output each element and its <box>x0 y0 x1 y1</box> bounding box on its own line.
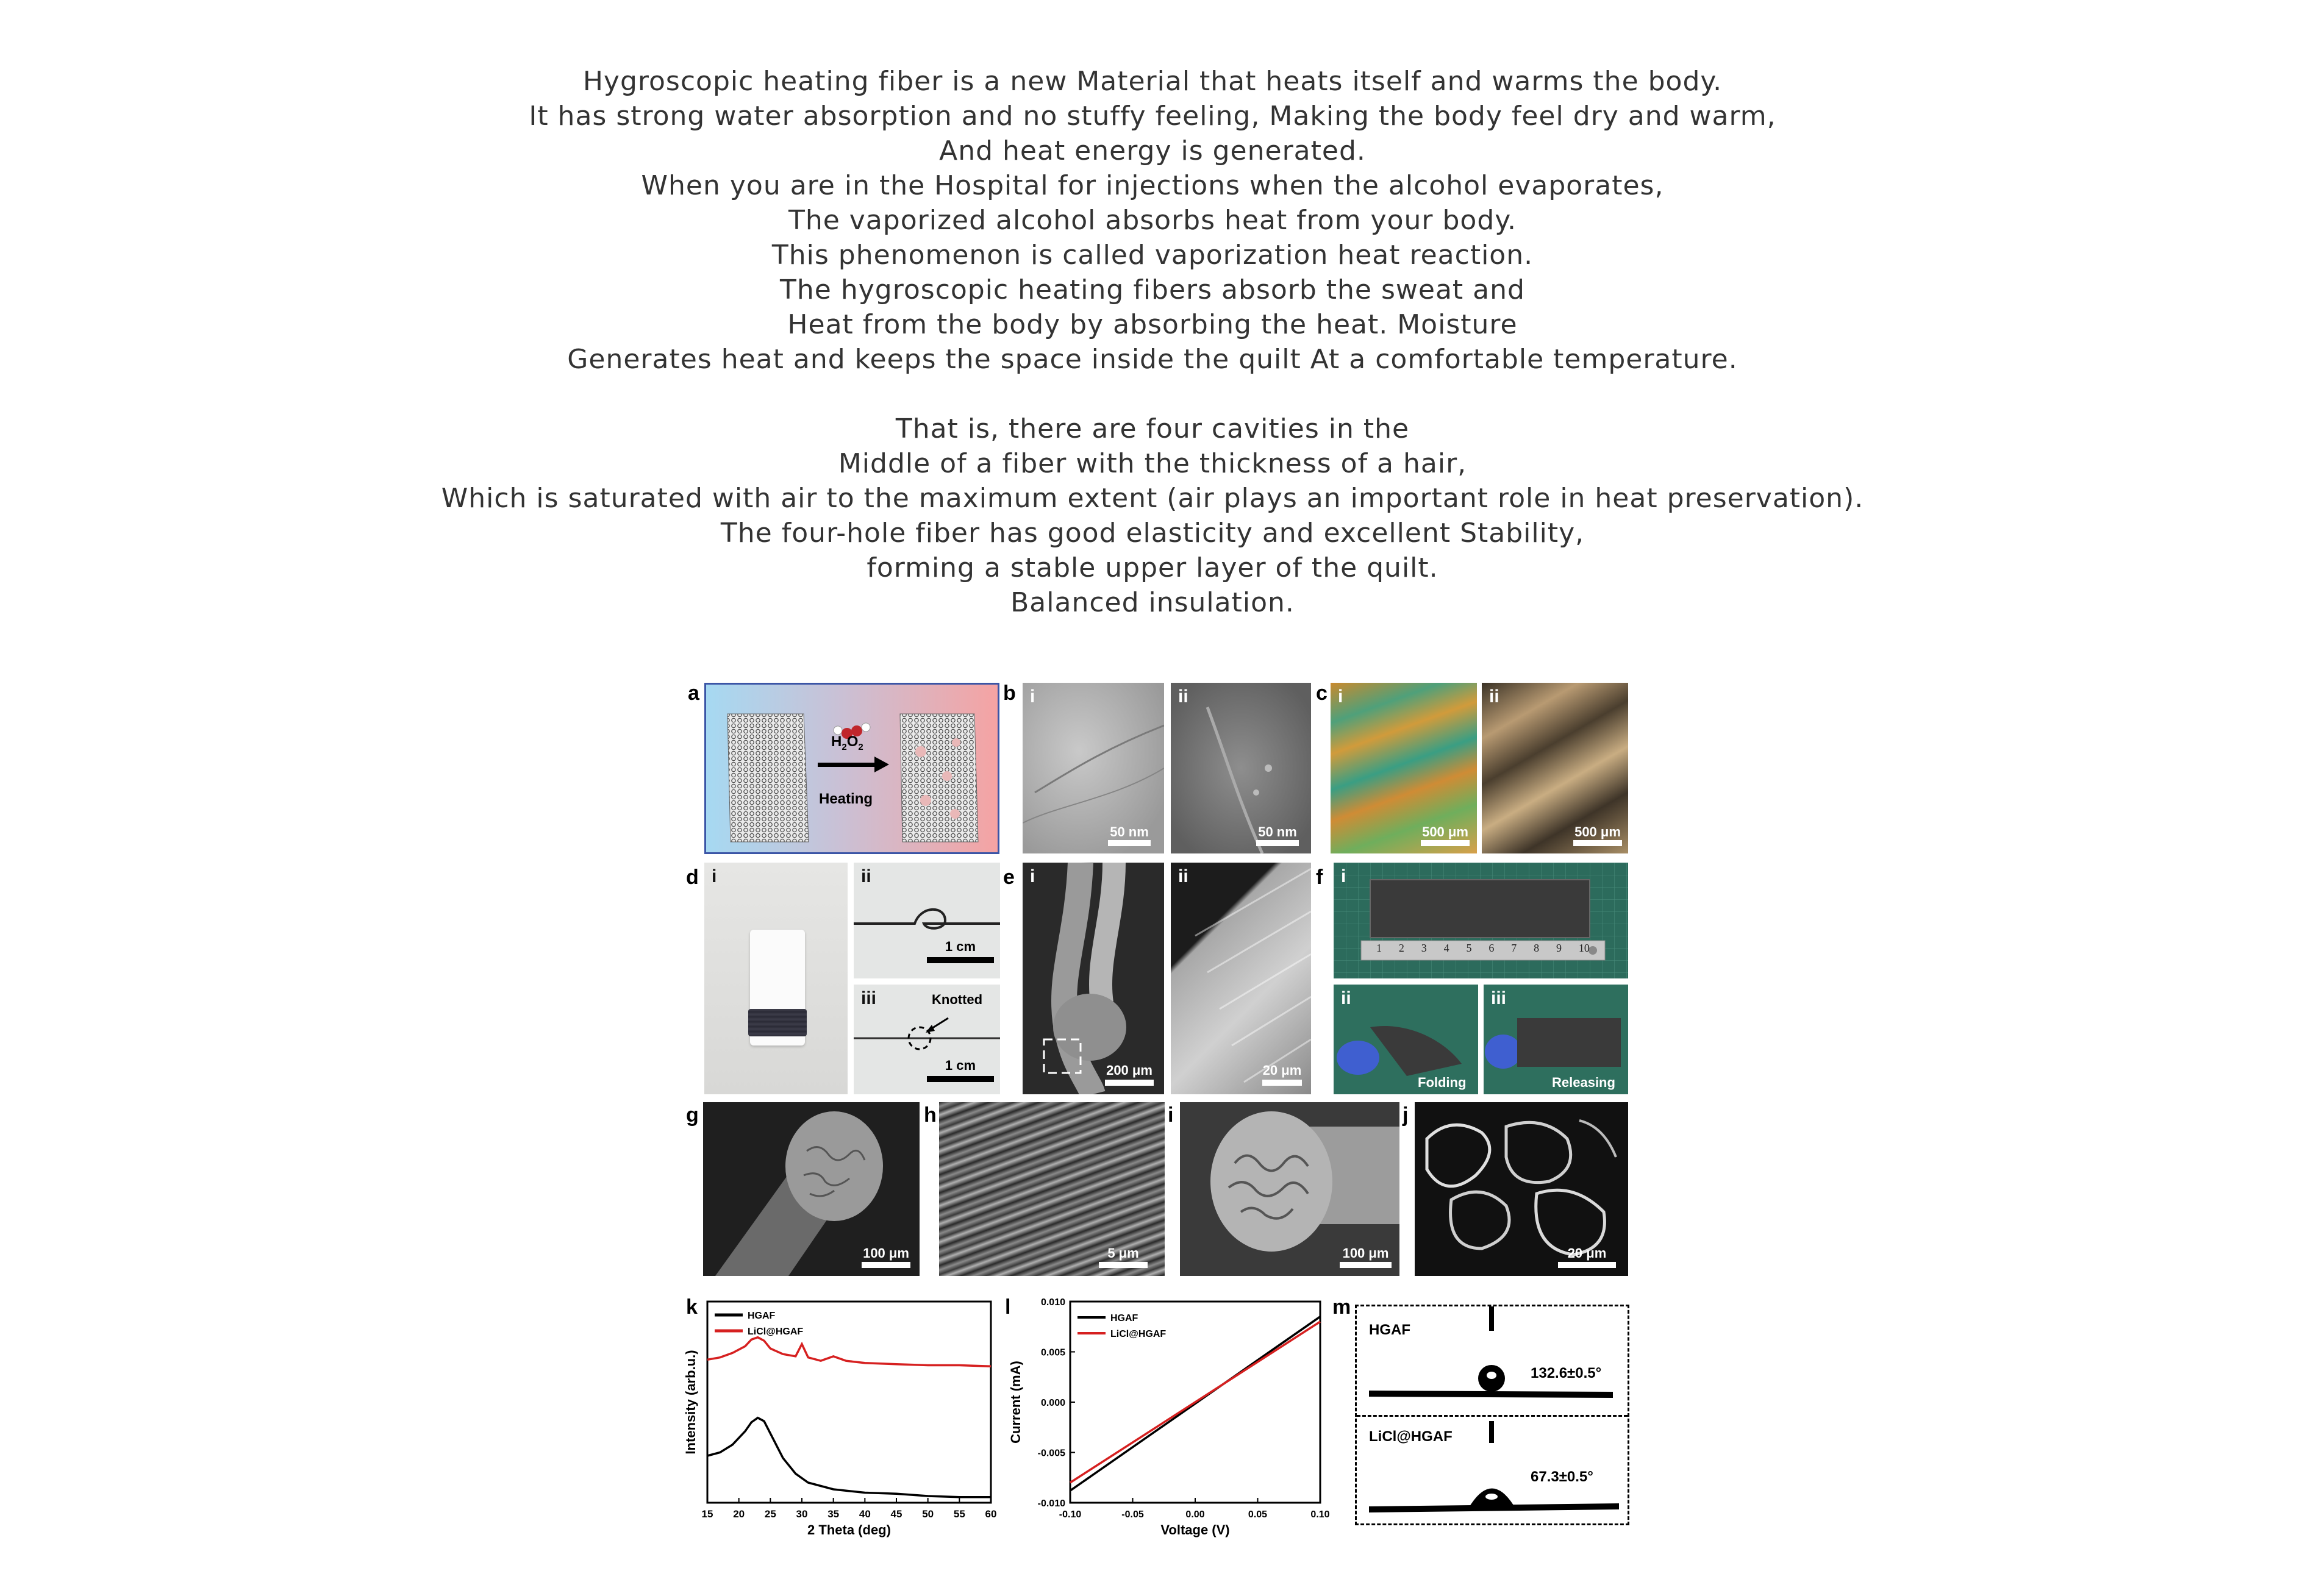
scale-bar <box>1421 840 1470 846</box>
panel-label-e: e <box>1003 866 1015 889</box>
roman-label: i <box>712 866 717 886</box>
x-tick-label: 15 <box>701 1508 713 1520</box>
scale-label: 100 μm <box>863 1245 909 1261</box>
scale-label: 5 μm <box>1107 1245 1139 1261</box>
x-tick-label: 20 <box>733 1508 745 1520</box>
intro-paragraph-1 <box>0 64 2305 377</box>
x-tick-label: -0.05 <box>1121 1509 1144 1520</box>
scale-bar <box>1573 840 1622 846</box>
ruler-number: 3 <box>1421 942 1427 954</box>
panel-b-ii-tem-image <box>1171 683 1311 853</box>
panel-label-c: c <box>1316 682 1328 705</box>
panel-f-i-fabric-photo <box>1334 863 1628 978</box>
scale-bar <box>1099 1262 1148 1268</box>
releasing-annotation: Releasing <box>1552 1075 1615 1090</box>
legend-label: LiCl@HGAF <box>748 1327 804 1337</box>
intro-line: When you are in the Hospital for injections when the alcohol evaporates, <box>641 170 1664 201</box>
folding-annotation: Folding <box>1418 1075 1467 1090</box>
roman-label: i <box>1030 866 1035 886</box>
panel-label-d: d <box>686 866 699 889</box>
intro-line: Generates heat and keeps the space inside the quilt At a comfortable temperature. <box>567 344 1738 375</box>
scale-label: 100 μm <box>1342 1245 1389 1261</box>
x-tick-label: 40 <box>859 1508 871 1520</box>
x-tick-label: 0.00 <box>1185 1509 1205 1520</box>
panel-label-a: a <box>688 682 699 705</box>
scale-bar <box>862 1262 910 1268</box>
roman-label: iii <box>861 988 877 1008</box>
x-tick-label: 45 <box>890 1508 902 1520</box>
roman-label: iii <box>1491 988 1507 1008</box>
ruler-number: 7 <box>1511 942 1517 954</box>
intro-line: Balanced insulation. <box>1010 587 1295 618</box>
roman-label: i <box>1030 686 1035 707</box>
panel-g-sem-cross-section <box>703 1102 920 1276</box>
roman-label: ii <box>1178 686 1188 707</box>
panel-label-j: j <box>1403 1103 1409 1127</box>
scale-label: 20 μm <box>1567 1245 1607 1261</box>
series-line-liclhgaf <box>707 1338 991 1367</box>
chart-l-iv-curve <box>1003 1292 1332 1542</box>
intro-line: The vaporized alcohol absorbs heat from your body. <box>788 205 1517 236</box>
y-tick-label: -0.010 <box>1037 1498 1065 1509</box>
scale-label: 1 cm <box>945 1058 976 1073</box>
panel-label-f: f <box>1316 866 1323 889</box>
intro-text <box>0 64 2305 620</box>
x-tick-label: 0.05 <box>1248 1509 1268 1520</box>
scale-label: 50 nm <box>1258 824 1297 839</box>
ruler-number: 5 <box>1466 942 1472 954</box>
scale-bar <box>1256 840 1299 846</box>
scale-label: 50 nm <box>1110 824 1149 839</box>
x-tick-label: -0.10 <box>1059 1509 1082 1520</box>
scale-label: 500 μm <box>1422 824 1468 839</box>
panel-m-contact-angle <box>1355 1305 1629 1525</box>
panel-f-iii-releasing-photo <box>1484 985 1628 1094</box>
intro-line: That is, there are four cavities in the <box>895 413 1410 444</box>
x-tick-label: 25 <box>764 1508 776 1520</box>
scale-label: 200 μm <box>1106 1063 1152 1078</box>
series-line-hgaf <box>1070 1317 1320 1491</box>
ruler-numbers <box>1376 942 1590 959</box>
ruler-number: 1 <box>1376 942 1382 954</box>
intro-line: And heat energy is generated. <box>939 135 1366 166</box>
ruler-number: 4 <box>1443 942 1449 954</box>
panel-a-schematic <box>704 683 999 854</box>
y-axis-label: Intensity (arb.u.) <box>683 1350 698 1455</box>
panel-f-ii-folding-photo <box>1334 985 1478 1094</box>
panel-label-k: k <box>686 1295 698 1319</box>
x-tick-label: 30 <box>796 1508 808 1520</box>
roman-label: i <box>1341 866 1346 886</box>
panel-i-sem-cross-section <box>1180 1102 1399 1276</box>
scale-label: 20 μm <box>1262 1063 1302 1078</box>
panel-h-sem-sheets <box>939 1102 1165 1276</box>
intro-line: The hygroscopic heating fibers absorb the sweat and <box>780 274 1525 305</box>
reaction-arrow-icon <box>818 757 889 772</box>
licl-hgaf-label: LiCl@HGAF <box>1369 1428 1453 1445</box>
x-tick-label: 55 <box>953 1508 965 1520</box>
legend-label: HGAF <box>1110 1313 1138 1323</box>
panel-c-i-optical-image <box>1331 683 1477 853</box>
ruler-number: 10 <box>1578 942 1590 954</box>
panel-b-i-tem-image <box>1023 683 1164 853</box>
series-line-hgaf <box>707 1418 991 1497</box>
knotted-annotation: Knotted <box>932 992 983 1007</box>
intro-line: forming a stable upper layer of the quilt. <box>867 552 1438 583</box>
y-tick-label: 0.000 <box>1040 1398 1065 1408</box>
ruler-number: 6 <box>1488 942 1495 954</box>
legend-label: HGAF <box>748 1311 776 1321</box>
panel-d-i-photo <box>704 863 848 1094</box>
hgaf-label: HGAF <box>1369 1322 1410 1338</box>
panel-label-m: m <box>1332 1295 1351 1319</box>
reagent-label: $H_2O_2$ <box>831 733 863 752</box>
panel-label-g: g <box>686 1103 699 1127</box>
series-line-liclhgaf <box>1070 1322 1320 1483</box>
panel-label-i: i <box>1168 1103 1174 1127</box>
panel-e-i-sem-knot <box>1023 863 1164 1094</box>
scale-bar <box>927 1076 994 1082</box>
panel-label-b: b <box>1003 682 1016 705</box>
ruler-number: 9 <box>1556 942 1562 954</box>
panel-d-ii-photo <box>854 863 1000 978</box>
panel-c-ii-optical-image <box>1482 683 1628 853</box>
roman-label: ii <box>861 866 871 886</box>
roman-label: ii <box>1341 988 1351 1008</box>
x-axis-label: 2 Theta (deg) <box>807 1522 891 1537</box>
intro-line: Hygroscopic heating fiber is a new Material that heats itself and warms the body. <box>582 66 1723 97</box>
scale-bar <box>1340 1262 1392 1268</box>
y-tick-label: 0.010 <box>1040 1297 1065 1308</box>
legend-label: LiCl@HGAF <box>1110 1329 1167 1339</box>
licl-hgaf-angle: 67.3±0.5° <box>1531 1469 1593 1485</box>
scale-bar <box>1558 1262 1616 1268</box>
panel-e-ii-sem-fiber <box>1171 863 1311 1094</box>
scale-bar <box>1108 840 1151 846</box>
hgaf-droplet <box>1369 1306 1613 1398</box>
panel-j-sem-porous <box>1415 1102 1628 1276</box>
scale-bar <box>1105 1080 1154 1086</box>
x-axis-label: Voltage (V) <box>1160 1522 1230 1537</box>
roman-label: ii <box>1489 686 1499 707</box>
graphene-sheet-right <box>900 714 978 842</box>
intro-line: This phenomenon is called vaporization heat reaction. <box>771 240 1534 271</box>
ruler-number: 8 <box>1534 942 1540 954</box>
scale-label: 500 μm <box>1574 824 1621 839</box>
intro-line: The four-hole fiber has good elasticity and excellent Stability, <box>720 518 1585 549</box>
y-axis-label: Current (mA) <box>1008 1361 1023 1444</box>
y-tick-label: -0.005 <box>1037 1448 1065 1459</box>
x-tick-label: 35 <box>827 1508 840 1520</box>
x-tick-label: 0.10 <box>1310 1509 1330 1520</box>
scale-label: 1 cm <box>945 939 976 954</box>
ruler-number: 2 <box>1398 942 1404 954</box>
y-tick-label: 0.005 <box>1040 1347 1065 1358</box>
panel-label-l: l <box>1005 1295 1011 1319</box>
x-tick-label: 50 <box>922 1508 934 1520</box>
hgaf-angle: 132.6±0.5° <box>1531 1365 1602 1381</box>
panel-d-iii-photo <box>854 985 1000 1094</box>
scale-bar <box>927 957 994 963</box>
roman-label: i <box>1338 686 1343 707</box>
intro-line: Heat from the body by absorbing the heat. Moisture <box>787 309 1518 340</box>
intro-line: Which is saturated with air to the maximum extent (air plays an important role in heat preservation). <box>441 483 1864 514</box>
intro-paragraph-2 <box>0 411 2305 620</box>
chart-k-xrd <box>683 1292 1000 1542</box>
process-label: Heating <box>819 791 873 807</box>
intro-line: It has strong water absorption and no stuffy feeling, Making the body feel dry and warm, <box>529 101 1776 132</box>
panel-label-h: h <box>924 1103 937 1127</box>
intro-line: Middle of a fiber with the thickness of a hair, <box>838 448 1467 479</box>
roman-label: ii <box>1178 866 1188 886</box>
graphene-sheet-left <box>727 714 809 842</box>
x-tick-label: 60 <box>985 1508 997 1520</box>
scale-bar <box>1262 1080 1302 1086</box>
